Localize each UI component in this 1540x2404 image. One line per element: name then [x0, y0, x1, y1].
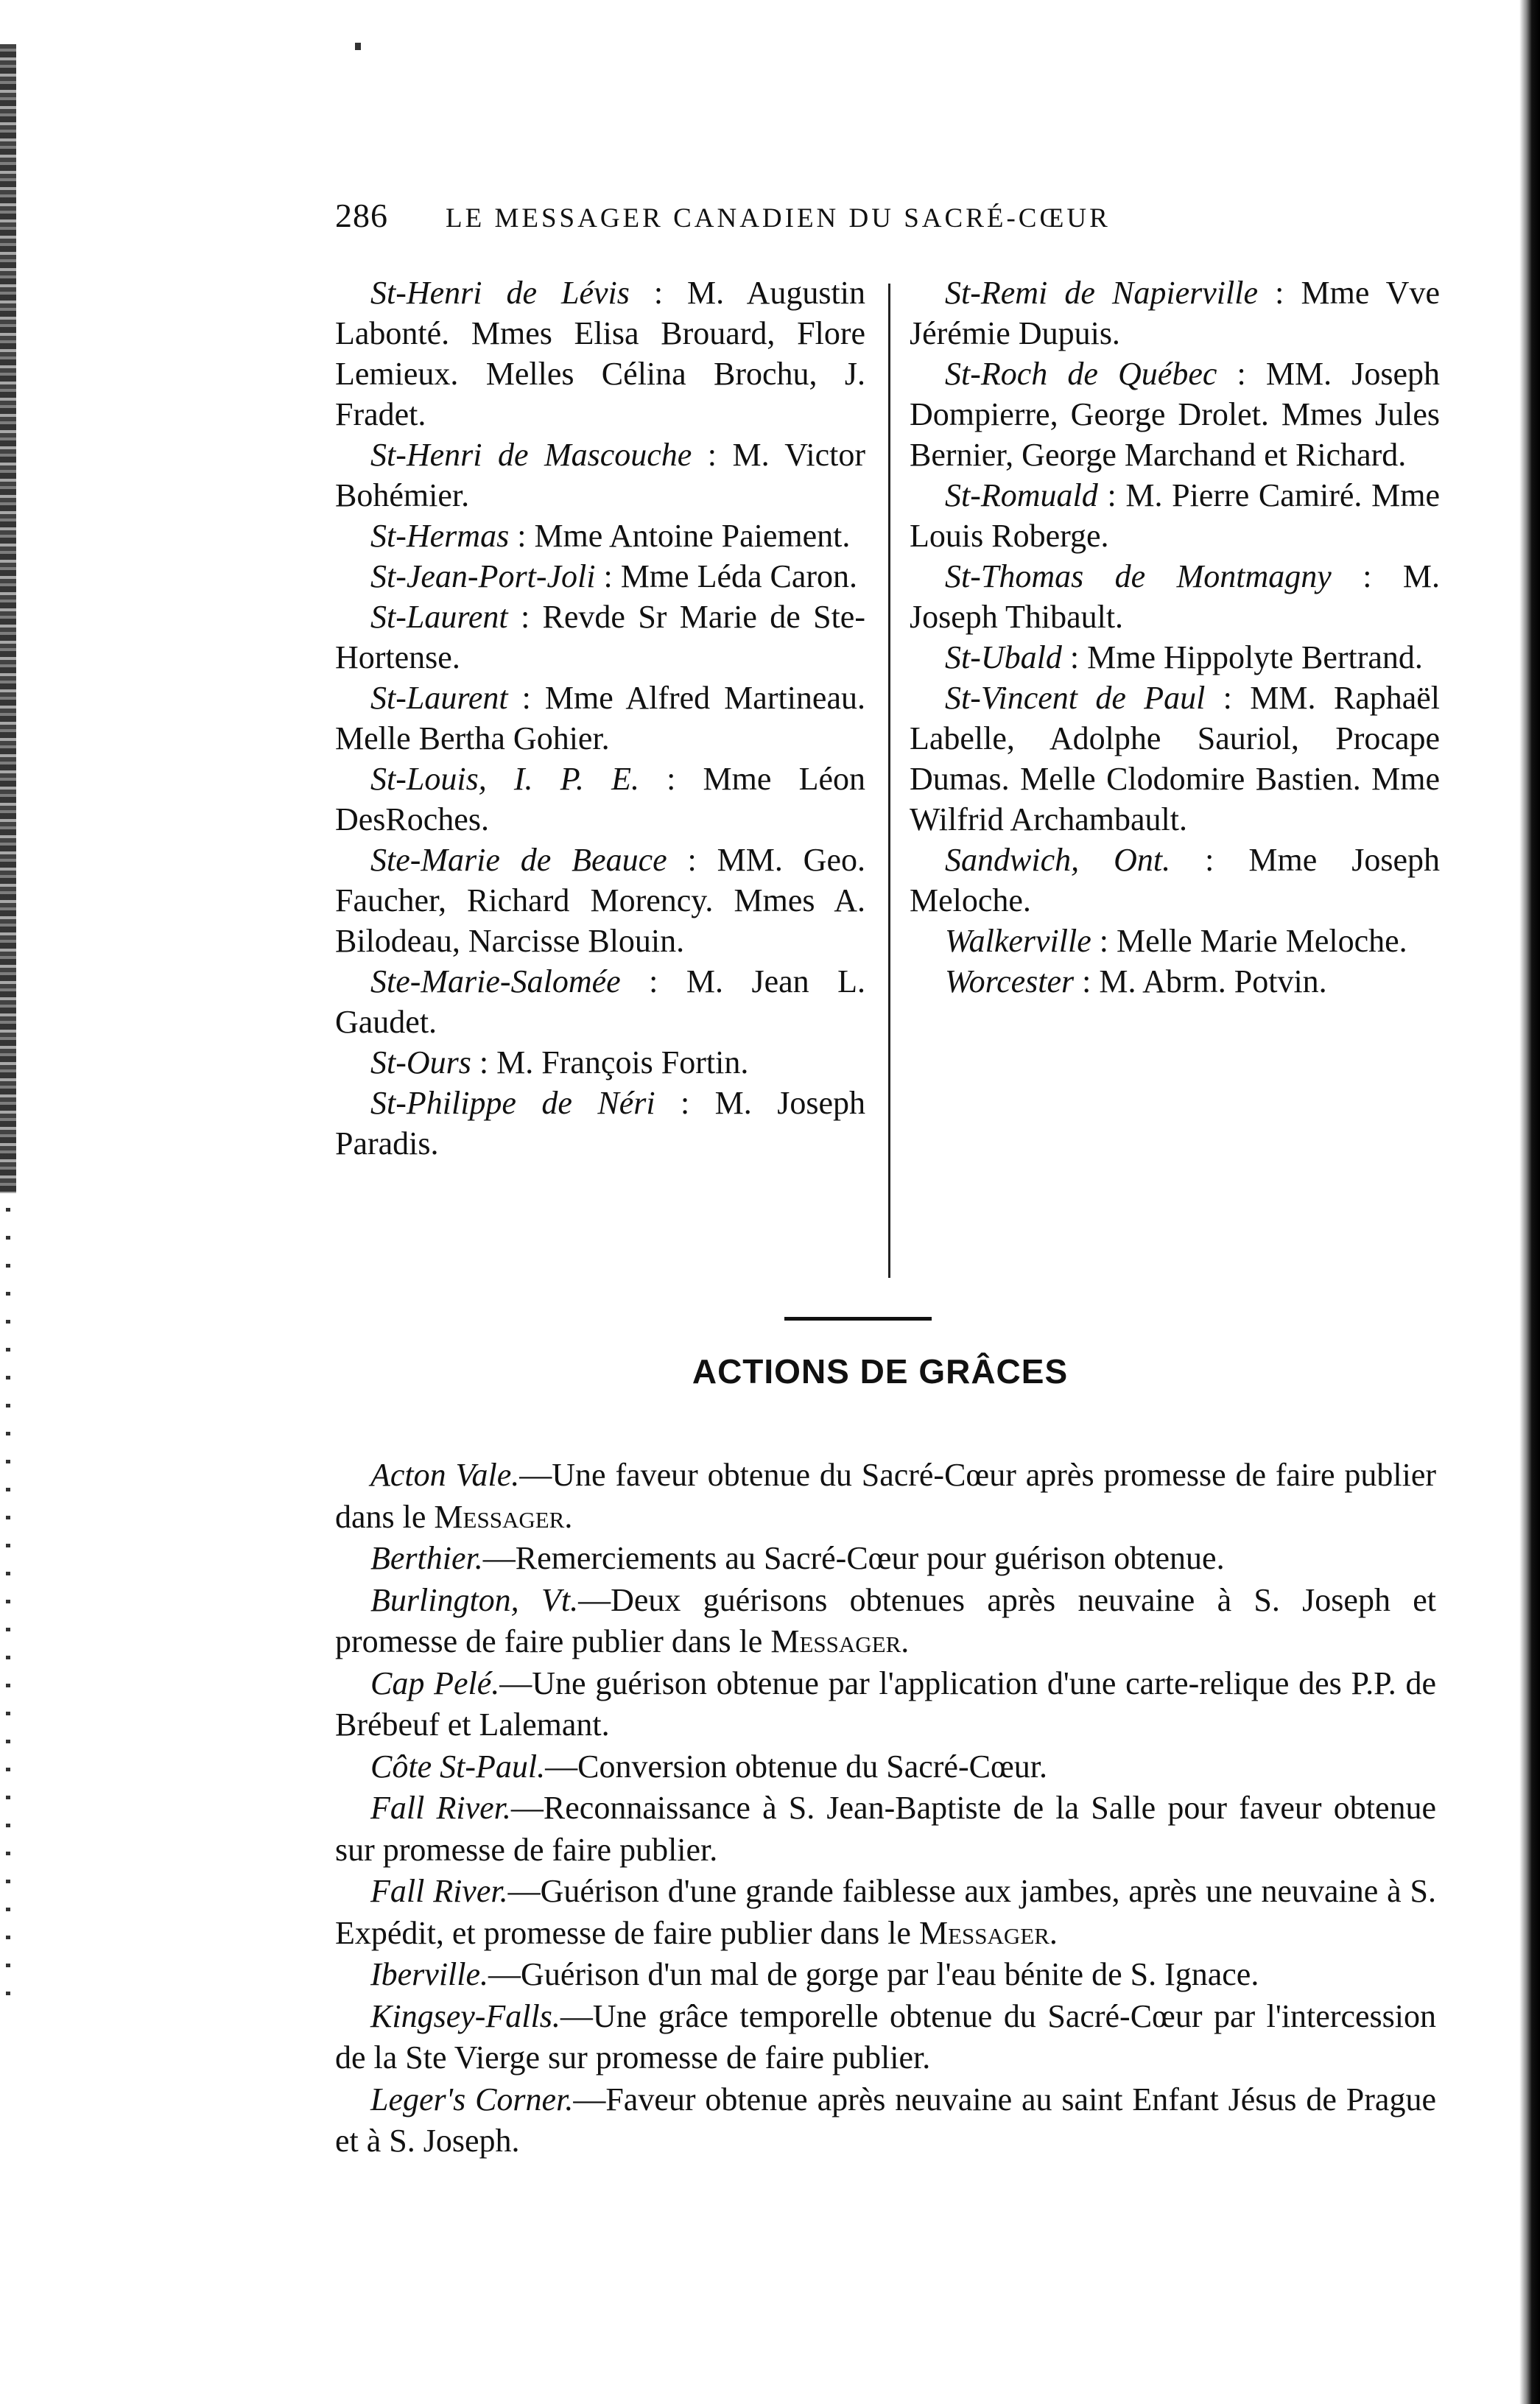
place-name: St-Ubald: [945, 639, 1062, 675]
list-item: [335, 678, 865, 759]
place-name: St-Henri de Lévis: [370, 275, 630, 311]
list-item: [910, 961, 1440, 1002]
action-item: [335, 1538, 1436, 1580]
place-name: Cap Pelé.: [370, 1665, 500, 1701]
entry-names: Mme Antoine Paiement.: [534, 518, 851, 554]
scan-edge-left: [0, 44, 16, 1193]
place-name: St-Henri de Mascouche: [370, 437, 692, 473]
separator: :: [507, 680, 545, 716]
separator: :: [692, 437, 733, 473]
action-text: —Faveur obtenue après neuvaine au saint Enfant Jésus de Prague et à S. Joseph.: [335, 2081, 1436, 2159]
actions-list: [335, 1455, 1436, 2191]
scan-edge-right: [1519, 0, 1540, 2404]
action-end: .: [564, 1498, 573, 1535]
list-item: [335, 516, 865, 556]
column-divider: [888, 284, 890, 1278]
entry-names: Mme Vve Jérémie Dupuis.: [910, 275, 1440, 351]
running-title: LE MESSAGER CANADIEN DU SACRÉ-CŒUR: [446, 203, 1111, 233]
action-item: [335, 1996, 1436, 2079]
publication-name: Messager: [770, 1623, 901, 1659]
separator: :: [509, 518, 535, 554]
entry-names: M. Augustin Labonté. Mmes Elisa Brouard, Flore Lemieux. Melles Célina Brochu, J. Fradet.: [335, 275, 865, 432]
separator: :: [1217, 356, 1266, 392]
entry-names: MM. Joseph Dompierre, George Drolet. Mmes Jules Bernier, George Marchand et Richard.: [910, 356, 1440, 473]
separator: :: [1258, 275, 1301, 311]
action-text: —Remerciements au Sacré-Cœur pour guérison obtenue.: [482, 1540, 1225, 1576]
place-name: Ste-Marie-Salomée: [370, 963, 621, 999]
separator: :: [667, 842, 717, 878]
list-item: [335, 435, 865, 516]
action-item: [335, 1455, 1436, 1538]
place-name: Berthier.: [370, 1540, 483, 1576]
place-name: Worcester: [945, 963, 1075, 999]
list-item: [335, 273, 865, 435]
list-item: [910, 840, 1440, 921]
section-title: ACTIONS DE GRÂCES: [692, 1352, 1069, 1391]
entry-names: Melle Marie Meloche.: [1117, 923, 1407, 959]
action-end: .: [1049, 1914, 1058, 1951]
action-text: —Guérison d'un mal de gorge par l'eau bénite de S. Ignace.: [488, 1956, 1259, 1992]
action-text: —Une faveur obtenue du Sacré-Cœur après promesse de faire publier dans le: [335, 1457, 1436, 1535]
entry-names: MM. Geo. Faucher, Richard Morency. Mmes A. Bilodeau, Narcisse Blouin.: [335, 842, 865, 959]
place-name: Ste-Marie de Beauce: [370, 842, 667, 878]
list-item: [335, 759, 865, 840]
separator: :: [1097, 477, 1126, 513]
place-name: St-Philippe de Néri: [370, 1085, 655, 1121]
section-rule: [784, 1317, 932, 1321]
place-name: St-Hermas: [370, 518, 510, 554]
list-item: [335, 556, 865, 597]
entry-names: M. Joseph Thibault.: [910, 558, 1440, 635]
list-item: [910, 637, 1440, 678]
place-name: Sandwich, Ont.: [945, 842, 1171, 878]
separator: :: [595, 558, 621, 594]
place-name: Iberville.: [370, 1956, 489, 1992]
action-text: —Guérison d'une grande faiblesse aux jambes, après une neuvaine à S. Expédit, et promesse de faire publier dans le: [335, 1873, 1437, 1951]
list-item: [910, 354, 1440, 475]
list-item: [335, 840, 865, 961]
entry-names: M. Abrm. Potvin.: [1099, 963, 1327, 999]
place-name: St-Romuald: [945, 477, 1098, 513]
action-item: [335, 1580, 1436, 1663]
action-text: —Conversion obtenue du Sacré-Cœur.: [545, 1748, 1047, 1785]
list-item: [910, 556, 1440, 637]
separator: :: [655, 1085, 715, 1121]
entry-names: Mme Alfred Martineau. Melle Bertha Gohier.: [335, 680, 865, 756]
place-name: Burlington, Vt.: [370, 1581, 579, 1618]
action-text: —Une guérison obtenue par l'application d'une carte-relique des P.P. de Brébeuf et Lalemant.: [335, 1665, 1437, 1743]
action-item: [335, 1746, 1436, 1788]
right-column: [910, 273, 1440, 1289]
separator: :: [620, 963, 686, 999]
separator: :: [1074, 963, 1100, 999]
list-item: [335, 961, 865, 1042]
entry-names: M. Joseph Paradis.: [335, 1085, 865, 1161]
place-name: St-Jean-Port-Joli: [370, 558, 596, 594]
scan-speck: [355, 43, 361, 50]
action-item: [335, 1954, 1436, 1996]
separator: :: [639, 761, 703, 797]
action-text: —Reconnaissance à S. Jean-Baptiste de la Salle pour faveur obtenue sur promesse de faire publier.: [335, 1790, 1437, 1868]
list-item: [335, 1042, 865, 1083]
entry-names: M. François Fortin.: [496, 1044, 749, 1080]
action-end: .: [901, 1623, 910, 1659]
list-item: [910, 273, 1440, 354]
action-text: —Deux guérisons obtenues après neuvaine à S. Joseph et promesse de faire publier dans le: [335, 1581, 1436, 1659]
place-name: St-Louis, I. P. E.: [370, 761, 639, 797]
scan-edge-marks: [6, 1208, 10, 2003]
publication-name: Messager: [434, 1498, 565, 1535]
place-name: Walkerville: [945, 923, 1091, 959]
entry-names: Mme Léda Caron.: [620, 558, 858, 594]
action-text: —Une grâce temporelle obtenue du Sacré-Cœur par l'intercession de la Ste Vierge sur promesse de faire publier.: [335, 1997, 1436, 2076]
entry-names: M. Pierre Camiré. Mme Louis Roberge.: [910, 477, 1440, 554]
action-item: [335, 1788, 1436, 1871]
place-name: St-Roch de Québec: [945, 356, 1217, 392]
entry-names: Mme Hippolyte Bertrand.: [1087, 639, 1423, 675]
entry-names: M. Jean L. Gaudet.: [335, 963, 865, 1040]
separator: :: [471, 1044, 497, 1080]
place-name: St-Remi de Napierville: [945, 275, 1259, 311]
page-number: 286: [335, 197, 388, 234]
list-item: [335, 597, 865, 678]
separator: :: [1170, 842, 1249, 878]
entry-names: M. Victor Bohémier.: [335, 437, 865, 513]
left-column: [335, 273, 865, 1289]
place-name: Fall River.: [370, 1790, 511, 1826]
separator: :: [507, 599, 543, 635]
separator: :: [1091, 923, 1117, 959]
separator: :: [629, 275, 687, 311]
entry-names: Mme Joseph Meloche.: [910, 842, 1440, 918]
place-name: Acton Vale.: [370, 1457, 520, 1493]
action-item: [335, 1871, 1436, 1954]
separator: :: [1205, 680, 1251, 716]
separator: :: [1331, 558, 1403, 594]
place-name: St-Ours: [370, 1044, 471, 1080]
place-name: St-Laurent: [370, 680, 508, 716]
place-name: Fall River.: [370, 1873, 508, 1909]
list-item: [910, 921, 1440, 961]
publication-name: Messager: [918, 1914, 1049, 1951]
entry-names: Mme Léon DesRoches.: [335, 761, 865, 837]
entry-names: MM. Raphaël Labelle, Adolphe Sauriol, Procape Dumas. Melle Clodomire Bastien. Mme Wilfrid Archambault.: [910, 680, 1440, 837]
place-name: Kingsey-Falls.: [370, 1997, 560, 2034]
action-item: [335, 1663, 1436, 1746]
list-item: [910, 475, 1440, 556]
place-name: Côte St-Paul.: [370, 1748, 546, 1785]
place-name: St-Vincent de Paul: [945, 680, 1206, 716]
separator: :: [1061, 639, 1088, 675]
place-name: St-Laurent: [370, 599, 508, 635]
entry-names: Revde Sr Marie de Ste-Hortense.: [335, 599, 865, 675]
page-header: [335, 196, 1256, 240]
list-item: [335, 1083, 865, 1164]
place-name: Leger's Corner.: [370, 2081, 574, 2117]
list-item: [910, 678, 1440, 840]
place-name: St-Thomas de Montmagny: [945, 558, 1332, 594]
action-item: [335, 2079, 1436, 2162]
